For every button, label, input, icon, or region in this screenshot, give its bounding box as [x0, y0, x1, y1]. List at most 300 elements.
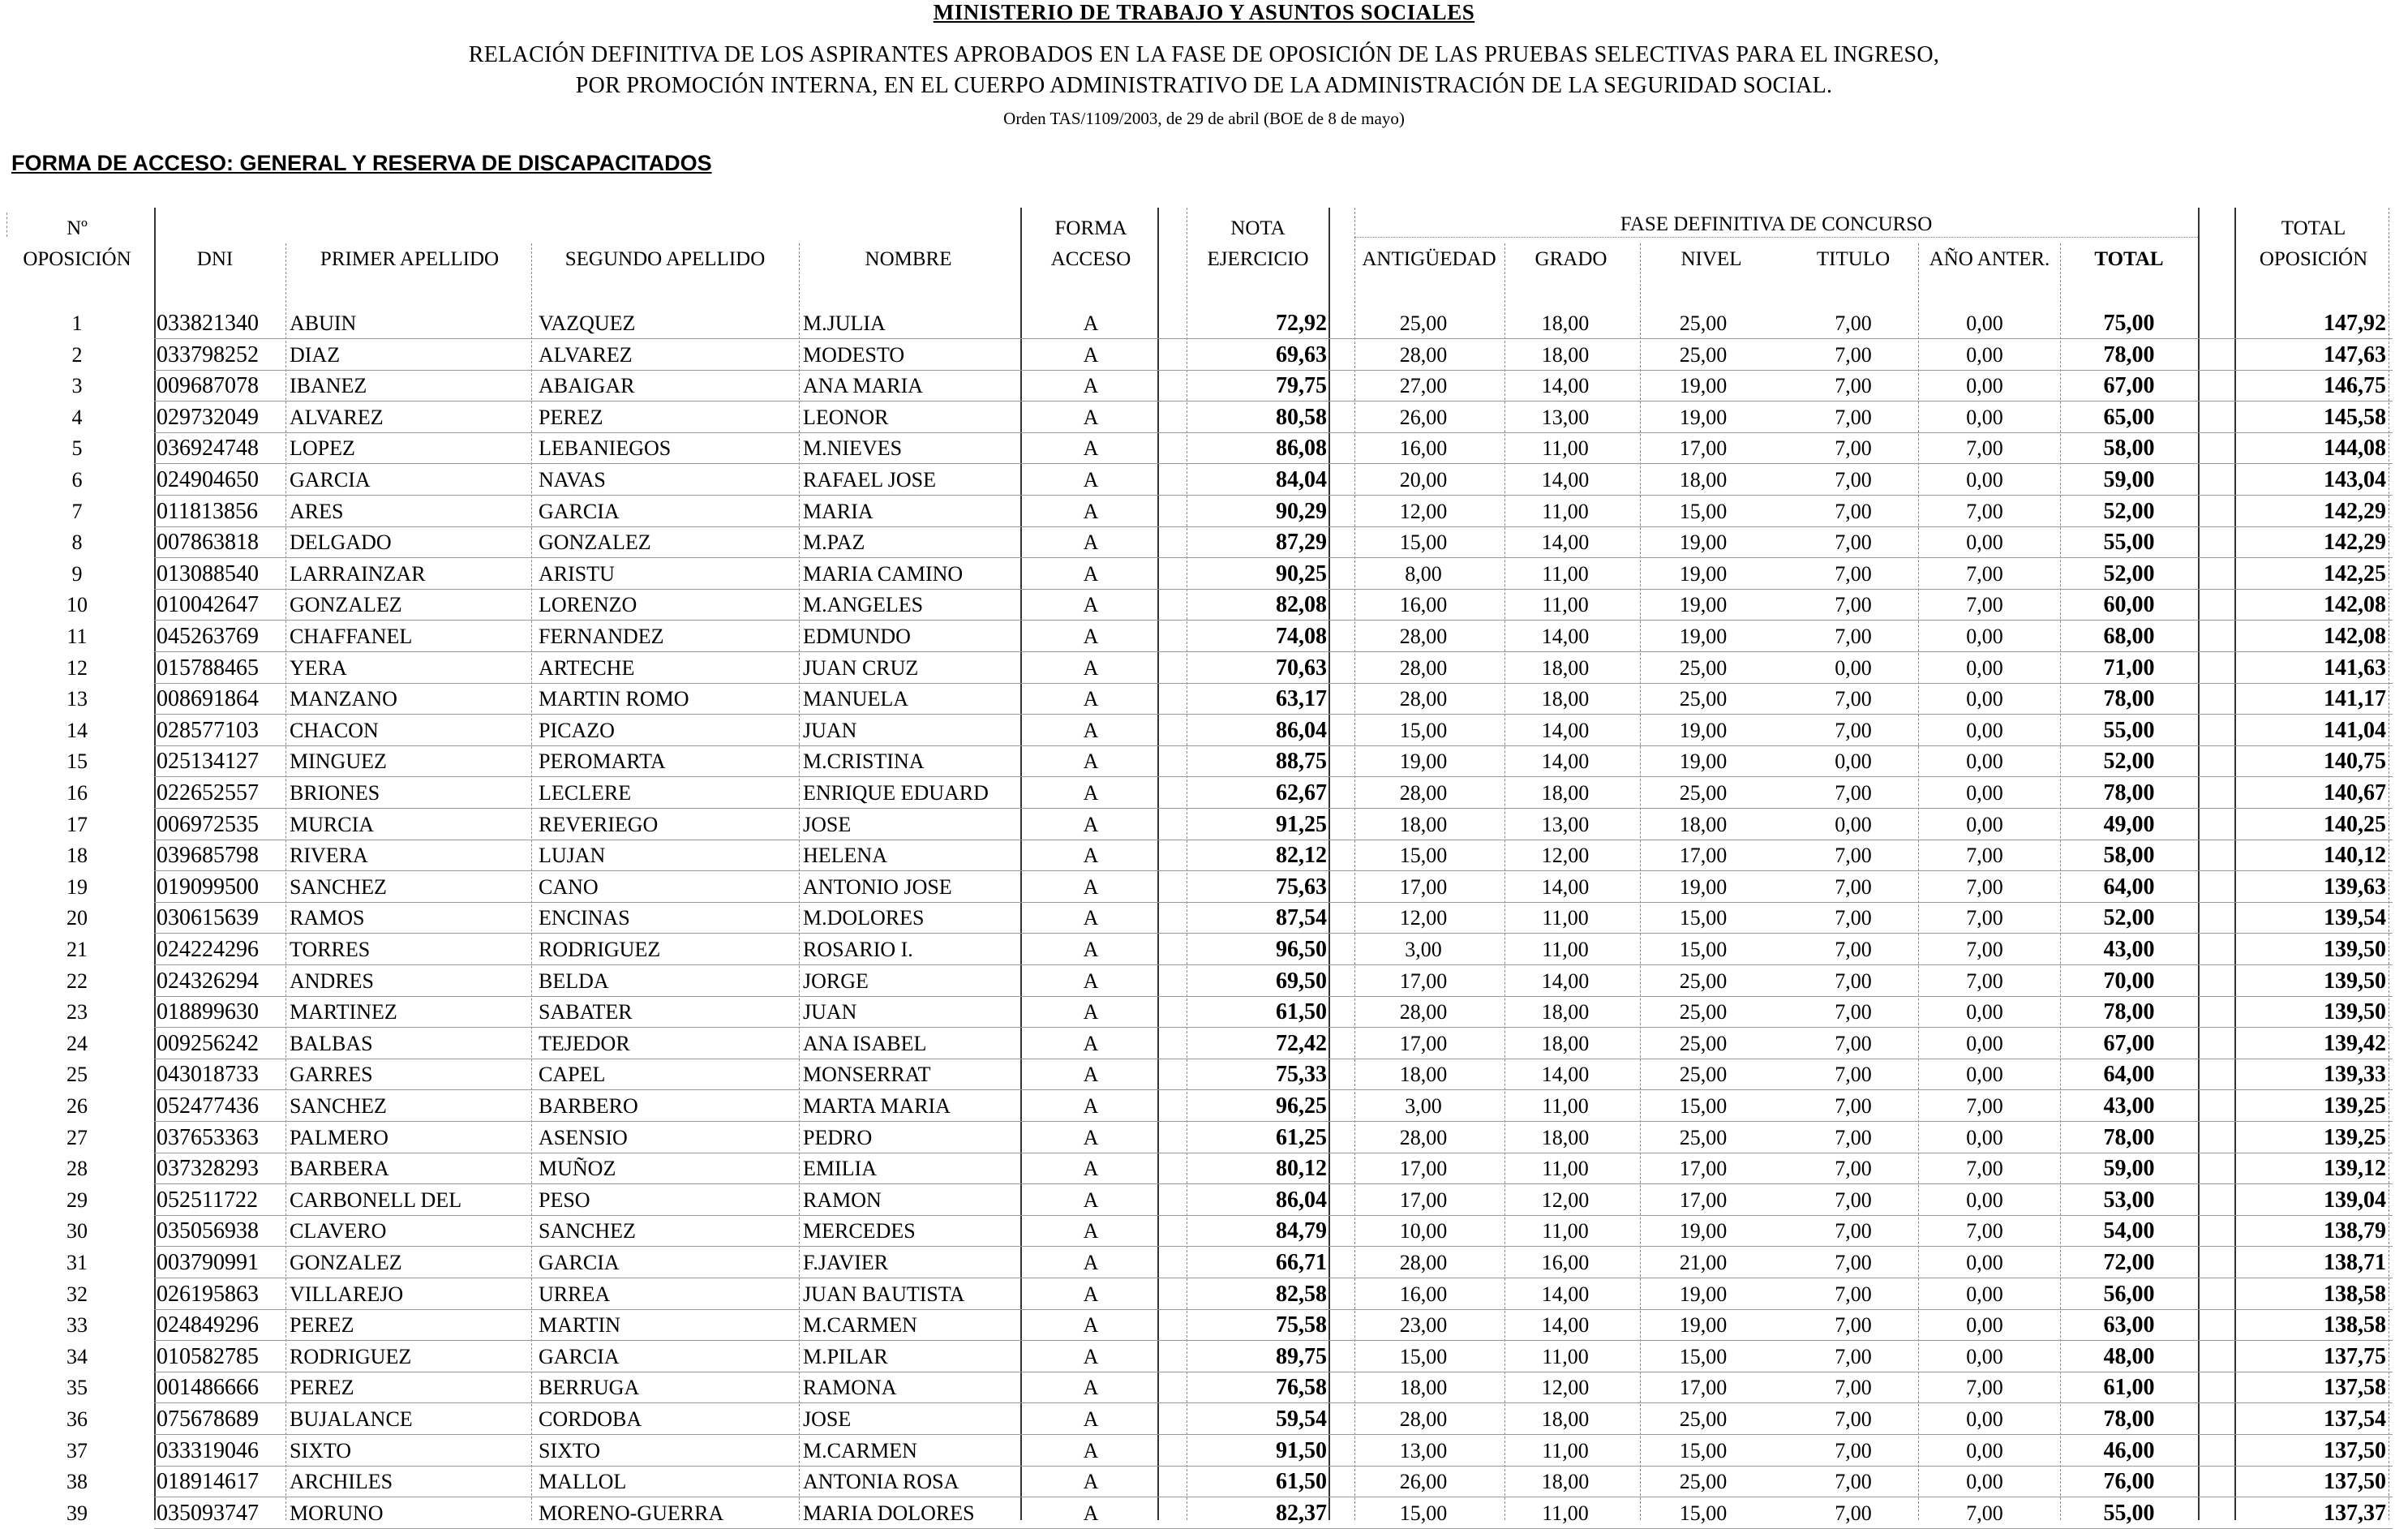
total-oposicion-cell: 139,50 [2324, 968, 2386, 994]
row-number: 21 [67, 938, 88, 961]
primer-apellido-cell: IBANEZ [290, 374, 367, 398]
dni-cell: 001486666 [157, 1375, 259, 1401]
nivel-cell: 19,00 [1679, 874, 1728, 899]
antiguedad-cell: 3,00 [1405, 938, 1442, 961]
nombre-cell: ANA ISABEL [803, 1031, 927, 1055]
row-number: 10 [67, 593, 88, 617]
titulo-cell: 7,00 [1835, 1313, 1872, 1338]
table-row [0, 1153, 2408, 1184]
nombre-cell: M.DOLORES [803, 906, 925, 930]
dni-cell: 026195863 [157, 1281, 259, 1307]
table-row [0, 778, 2408, 809]
table-row [0, 966, 2408, 997]
dni-cell: 006972535 [157, 811, 259, 837]
segundo-apellido-cell: CANO [539, 874, 599, 899]
primer-apellido-cell: BUJALANCE [290, 1407, 413, 1431]
titulo-cell: 7,00 [1835, 1344, 1872, 1368]
primer-apellido-cell: GONZALEZ [290, 593, 402, 617]
total-oposicion-cell: 137,50 [2324, 1469, 2386, 1495]
dni-cell: 009687078 [157, 373, 259, 399]
dni-cell: 045263769 [157, 624, 259, 649]
total-oposicion-cell: 137,54 [2324, 1407, 2386, 1432]
nota-ejercicio-cell: 80,58 [1276, 404, 1327, 430]
grado-cell: 18,00 [1541, 1000, 1590, 1024]
dni-cell: 010042647 [157, 592, 259, 618]
ano-anter-cell: 7,00 [1966, 1376, 2003, 1400]
table-row [0, 527, 2408, 558]
table-row [0, 621, 2408, 652]
nombre-cell: JORGE [803, 969, 869, 993]
document-subtitle-line1: RELACIÓN DEFINITIVA DE LOS ASPIRANTES APROBADOS EN LA FASE DE OPOSICIÓN DE LAS PRUEBAS SELECTIVAS PARA EL INGRESO, [468, 42, 1940, 67]
titulo-cell: 7,00 [1835, 781, 1872, 805]
grado-cell: 14,00 [1541, 1313, 1590, 1338]
nota-ejercicio-cell: 66,71 [1276, 1250, 1327, 1275]
ano-anter-cell: 0,00 [1966, 655, 2003, 680]
row-number: 24 [67, 1031, 88, 1055]
titulo-cell: 7,00 [1835, 561, 1872, 586]
segundo-apellido-cell: BARBERO [539, 1094, 638, 1118]
grado-cell: 18,00 [1541, 781, 1590, 805]
segundo-apellido-cell: BERRUGA [539, 1376, 640, 1400]
header-antiguedad: ANTIGÜEDAD [1362, 248, 1496, 270]
grado-cell: 18,00 [1541, 687, 1590, 711]
nota-ejercicio-cell: 90,25 [1276, 560, 1327, 586]
header-total-concurso: TOTAL [2094, 248, 2164, 270]
header-nombre: NOMBRE [865, 248, 952, 270]
nombre-cell: LEONOR [803, 405, 889, 429]
ano-anter-cell: 0,00 [1966, 1031, 2003, 1055]
header-total-op-top: TOTAL [2281, 217, 2346, 239]
nota-ejercicio-cell: 72,42 [1276, 1030, 1327, 1056]
header-fase-concurso: FASE DEFINITIVA DE CONCURSO [1620, 213, 1933, 235]
dni-cell: 033821340 [157, 311, 259, 336]
table-row [0, 903, 2408, 934]
section-title: FORMA DE ACCESO: GENERAL Y RESERVA DE DISCAPACITADOS [11, 151, 712, 175]
titulo-cell: 7,00 [1835, 969, 1872, 993]
antiguedad-cell: 23,00 [1399, 1313, 1448, 1338]
dni-cell: 019099500 [157, 874, 259, 900]
segundo-apellido-cell: ABAIGAR [539, 374, 635, 398]
row-number: 4 [71, 405, 83, 429]
nota-ejercicio-cell: 86,04 [1276, 717, 1327, 743]
nota-ejercicio-cell: 91,25 [1276, 811, 1327, 837]
total-oposicion-cell: 139,33 [2324, 1062, 2386, 1088]
forma-acceso-cell: A [1083, 405, 1099, 429]
forma-acceso-cell: A [1083, 1282, 1099, 1306]
total-concurso-cell: 78,00 [2103, 1407, 2155, 1432]
antiguedad-cell: 18,00 [1399, 1376, 1448, 1400]
dni-cell: 024904650 [157, 467, 259, 492]
nivel-cell: 17,00 [1679, 1157, 1728, 1181]
segundo-apellido-cell: CORDOBA [539, 1407, 642, 1431]
total-concurso-cell: 75,00 [2103, 311, 2155, 336]
nombre-cell: MANUELA [803, 687, 908, 711]
total-oposicion-cell: 142,25 [2324, 560, 2386, 586]
forma-acceso-cell: A [1083, 687, 1099, 711]
grado-cell: 11,00 [1542, 593, 1589, 617]
total-concurso-cell: 71,00 [2103, 655, 2155, 681]
segundo-apellido-cell: FERNANDEZ [539, 625, 664, 648]
grado-cell: 18,00 [1541, 342, 1590, 367]
nombre-cell: M.PAZ [803, 530, 865, 555]
table-row [0, 1310, 2408, 1341]
primer-apellido-cell: BRIONES [290, 781, 380, 805]
nivel-cell: 19,00 [1679, 561, 1728, 586]
total-concurso-cell: 56,00 [2103, 1281, 2155, 1307]
forma-acceso-cell: A [1083, 593, 1099, 617]
primer-apellido-cell: YERA [290, 655, 347, 680]
forma-acceso-cell: A [1083, 561, 1099, 586]
ano-anter-cell: 0,00 [1966, 1282, 2003, 1306]
total-oposicion-cell: 138,79 [2324, 1218, 2386, 1244]
nombre-cell: MODESTO [803, 342, 905, 367]
segundo-apellido-cell: PESO [539, 1188, 590, 1212]
total-concurso-cell: 68,00 [2103, 624, 2155, 649]
dni-cell: 075678689 [157, 1407, 259, 1432]
total-oposicion-cell: 138,58 [2324, 1312, 2386, 1338]
row-number: 6 [71, 468, 83, 492]
primer-apellido-cell: RODRIGUEZ [290, 1344, 412, 1368]
total-oposicion-cell: 137,37 [2324, 1500, 2386, 1526]
nota-ejercicio-cell: 62,67 [1276, 780, 1327, 805]
primer-apellido-cell: DIAZ [290, 342, 341, 367]
nombre-cell: MARTA MARIA [803, 1094, 951, 1118]
forma-acceso-cell: A [1083, 625, 1099, 648]
grado-cell: 16,00 [1541, 1251, 1590, 1274]
titulo-cell: 0,00 [1835, 812, 1872, 836]
ano-anter-cell: 0,00 [1966, 749, 2003, 774]
row-number: 35 [67, 1376, 88, 1400]
grado-cell: 14,00 [1541, 1282, 1590, 1306]
row-number: 13 [67, 687, 88, 711]
forma-acceso-cell: A [1083, 1376, 1099, 1400]
nivel-cell: 25,00 [1679, 311, 1728, 335]
total-oposicion-cell: 141,17 [2324, 686, 2386, 712]
ano-anter-cell: 0,00 [1966, 1407, 2003, 1431]
primer-apellido-cell: BARBERA [290, 1157, 389, 1181]
grado-cell: 18,00 [1541, 655, 1590, 680]
table-row [0, 371, 2408, 402]
nota-ejercicio-cell: 82,12 [1276, 843, 1327, 869]
ano-anter-cell: 7,00 [1966, 844, 2003, 868]
total-oposicion-cell: 142,29 [2324, 498, 2386, 524]
segundo-apellido-cell: GARCIA [539, 1344, 620, 1368]
nota-ejercicio-cell: 76,58 [1276, 1375, 1327, 1401]
total-concurso-cell: 58,00 [2103, 843, 2155, 869]
dni-cell: 024849296 [157, 1312, 259, 1338]
nivel-cell: 15,00 [1679, 1438, 1728, 1462]
nivel-cell: 17,00 [1679, 1188, 1728, 1212]
primer-apellido-cell: ALVAREZ [290, 405, 384, 429]
grado-cell: 14,00 [1541, 468, 1590, 492]
segundo-apellido-cell: SIXTO [539, 1438, 601, 1462]
grado-cell: 14,00 [1541, 374, 1590, 398]
table-row [0, 496, 2408, 527]
grado-cell: 14,00 [1541, 874, 1590, 899]
titulo-cell: 7,00 [1835, 625, 1872, 648]
row-number: 39 [67, 1501, 88, 1525]
total-concurso-cell: 59,00 [2103, 467, 2155, 492]
ano-anter-cell: 7,00 [1966, 1094, 2003, 1118]
nombre-cell: M.NIEVES [803, 436, 903, 461]
table-row [0, 810, 2408, 840]
ano-anter-cell: 0,00 [1966, 1313, 2003, 1338]
antiguedad-cell: 17,00 [1399, 1157, 1448, 1181]
ano-anter-cell: 7,00 [1966, 1157, 2003, 1181]
antiguedad-cell: 28,00 [1399, 781, 1448, 805]
nota-ejercicio-cell: 72,92 [1276, 311, 1327, 336]
ano-anter-cell: 0,00 [1966, 718, 2003, 742]
header-nota-bottom: EJERCICIO [1207, 248, 1309, 270]
titulo-cell: 7,00 [1835, 468, 1872, 492]
nota-ejercicio-cell: 87,54 [1276, 905, 1327, 931]
table-row [0, 653, 2408, 684]
titulo-cell: 7,00 [1835, 405, 1872, 429]
table-row [0, 934, 2408, 965]
nivel-cell: 25,00 [1679, 1031, 1728, 1055]
primer-apellido-cell: ARCHILES [290, 1470, 393, 1494]
row-number: 25 [67, 1063, 88, 1087]
ano-anter-cell: 7,00 [1966, 593, 2003, 617]
nivel-cell: 25,00 [1679, 1000, 1728, 1024]
nivel-cell: 15,00 [1679, 499, 1728, 523]
table-row [0, 1372, 2408, 1403]
primer-apellido-cell: MANZANO [290, 687, 397, 711]
nombre-cell: PEDRO [803, 1125, 873, 1149]
antiguedad-cell: 28,00 [1399, 1407, 1448, 1431]
header-forma-bottom: ACCESO [1050, 248, 1131, 270]
titulo-cell: 7,00 [1835, 436, 1872, 461]
dni-cell: 033798252 [157, 341, 259, 367]
segundo-apellido-cell: ARISTU [539, 561, 615, 586]
primer-apellido-cell: RAMOS [290, 906, 365, 930]
antiguedad-cell: 15,00 [1399, 1501, 1448, 1525]
antiguedad-cell: 16,00 [1399, 1282, 1448, 1306]
ministry-title: MINISTERIO DE TRABAJO Y ASUNTOS SOCIALES [933, 0, 1475, 24]
segundo-apellido-cell: MUÑOZ [539, 1157, 616, 1181]
titulo-cell: 7,00 [1835, 1000, 1872, 1024]
row-number: 38 [67, 1470, 88, 1494]
titulo-cell: 7,00 [1835, 593, 1872, 617]
total-concurso-cell: 43,00 [2103, 1093, 2155, 1119]
ano-anter-cell: 0,00 [1966, 1125, 2003, 1149]
titulo-cell: 7,00 [1835, 906, 1872, 930]
nota-ejercicio-cell: 84,04 [1276, 467, 1327, 492]
nombre-cell: M.ANGELES [803, 593, 924, 617]
row-number: 5 [71, 436, 83, 461]
antiguedad-cell: 8,00 [1405, 561, 1442, 586]
antiguedad-cell: 15,00 [1399, 844, 1448, 868]
grado-cell: 11,00 [1542, 1157, 1589, 1181]
nota-ejercicio-cell: 90,29 [1276, 498, 1327, 524]
nombre-cell: RAMONA [803, 1376, 897, 1400]
primer-apellido-cell: MORUNO [290, 1501, 384, 1525]
primer-apellido-cell: MURCIA [290, 812, 375, 836]
dni-cell: 015788465 [157, 655, 259, 681]
antiguedad-cell: 27,00 [1399, 374, 1448, 398]
nivel-cell: 25,00 [1679, 781, 1728, 805]
total-concurso-cell: 48,00 [2103, 1343, 2155, 1369]
table-row [0, 746, 2408, 777]
table-row [0, 1467, 2408, 1497]
nivel-cell: 15,00 [1679, 1344, 1728, 1368]
nombre-cell: ANA MARIA [803, 374, 924, 398]
dni-cell: 036924748 [157, 436, 259, 462]
row-number: 11 [67, 625, 88, 648]
segundo-apellido-cell: LEBANIEGOS [539, 436, 672, 461]
total-concurso-cell: 58,00 [2103, 436, 2155, 462]
antiguedad-cell: 16,00 [1399, 436, 1448, 461]
ano-anter-cell: 0,00 [1966, 1188, 2003, 1212]
total-oposicion-cell: 137,58 [2324, 1375, 2386, 1401]
total-concurso-cell: 78,00 [2103, 1124, 2155, 1150]
nivel-cell: 19,00 [1679, 593, 1728, 617]
nombre-cell: M.CARMEN [803, 1313, 917, 1338]
nota-ejercicio-cell: 96,25 [1276, 1093, 1327, 1119]
segundo-apellido-cell: PEREZ [539, 405, 603, 429]
ano-anter-cell: 7,00 [1966, 436, 2003, 461]
row-number: 8 [71, 530, 83, 555]
antiguedad-cell: 18,00 [1399, 812, 1448, 836]
nombre-cell: RAMON [803, 1188, 882, 1212]
total-oposicion-cell: 139,25 [2324, 1124, 2386, 1150]
header-forma-top: FORMA [1054, 217, 1127, 239]
segundo-apellido-cell: GONZALEZ [539, 530, 651, 555]
total-concurso-cell: 59,00 [2103, 1156, 2155, 1182]
row-number: 17 [67, 812, 88, 836]
nivel-cell: 19,00 [1679, 1313, 1728, 1338]
nivel-cell: 25,00 [1679, 655, 1728, 680]
row-number: 7 [71, 499, 83, 523]
table-row [0, 840, 2408, 871]
forma-acceso-cell: A [1083, 1407, 1099, 1431]
table-row [0, 308, 2408, 339]
titulo-cell: 7,00 [1835, 1125, 1872, 1149]
nota-ejercicio-cell: 75,58 [1276, 1312, 1327, 1338]
nivel-cell: 15,00 [1679, 1501, 1728, 1525]
dni-cell: 037328293 [157, 1156, 259, 1182]
antiguedad-cell: 18,00 [1399, 1063, 1448, 1087]
ano-anter-cell: 0,00 [1966, 1344, 2003, 1368]
antiguedad-cell: 12,00 [1399, 499, 1448, 523]
total-concurso-cell: 63,00 [2103, 1312, 2155, 1338]
grado-cell: 11,00 [1542, 906, 1589, 930]
concurso-divider [1354, 237, 2198, 238]
nombre-cell: M.CRISTINA [803, 749, 925, 774]
ano-anter-cell: 0,00 [1966, 468, 2003, 492]
dni-cell: 052511722 [157, 1187, 258, 1213]
primer-apellido-cell: PEREZ [290, 1313, 354, 1338]
total-concurso-cell: 52,00 [2103, 905, 2155, 931]
dni-cell: 003790991 [157, 1250, 259, 1275]
forma-acceso-cell: A [1083, 718, 1099, 742]
forma-acceso-cell: A [1083, 1251, 1099, 1274]
nota-ejercicio-cell: 80,12 [1276, 1156, 1327, 1182]
ano-anter-cell: 0,00 [1966, 530, 2003, 555]
antiguedad-cell: 28,00 [1399, 1251, 1448, 1274]
total-concurso-cell: 67,00 [2103, 373, 2155, 399]
nivel-cell: 19,00 [1679, 749, 1728, 774]
forma-acceso-cell: A [1083, 781, 1099, 805]
total-oposicion-cell: 139,04 [2324, 1187, 2386, 1213]
header-primer-apellido: PRIMER APELLIDO [320, 248, 500, 270]
forma-acceso-cell: A [1083, 468, 1099, 492]
grado-cell: 14,00 [1541, 749, 1590, 774]
dni-cell: 039685798 [157, 843, 259, 869]
segundo-apellido-cell: BELDA [539, 969, 609, 993]
total-concurso-cell: 72,00 [2103, 1250, 2155, 1275]
ano-anter-cell: 7,00 [1966, 874, 2003, 899]
titulo-cell: 7,00 [1835, 1094, 1872, 1118]
total-oposicion-cell: 140,12 [2324, 843, 2386, 869]
grado-cell: 13,00 [1541, 405, 1590, 429]
nombre-cell: M.PILAR [803, 1344, 888, 1368]
grado-cell: 12,00 [1541, 1188, 1590, 1212]
total-concurso-cell: 46,00 [2103, 1437, 2155, 1463]
nota-ejercicio-cell: 63,17 [1276, 686, 1327, 712]
table-row [0, 1091, 2408, 1122]
dni-cell: 013088540 [157, 560, 259, 586]
total-oposicion-cell: 139,54 [2324, 905, 2386, 931]
grado-cell: 11,00 [1542, 561, 1589, 586]
header-num-bottom: OPOSICIÓN [23, 248, 131, 270]
row-number: 36 [67, 1407, 88, 1431]
row-number: 37 [67, 1438, 88, 1462]
row-number: 2 [71, 342, 83, 367]
primer-apellido-cell: LARRAINZAR [290, 561, 426, 586]
primer-apellido-cell: TORRES [290, 938, 371, 961]
header-grado: GRADO [1535, 248, 1607, 270]
nota-ejercicio-cell: 75,63 [1276, 874, 1327, 900]
titulo-cell: 7,00 [1835, 311, 1872, 335]
segundo-apellido-cell: TEJEDOR [539, 1031, 630, 1055]
total-concurso-cell: 70,00 [2103, 968, 2155, 994]
forma-acceso-cell: A [1083, 749, 1099, 774]
ano-anter-cell: 0,00 [1966, 812, 2003, 836]
antiguedad-cell: 10,00 [1399, 1219, 1448, 1243]
nivel-cell: 25,00 [1679, 969, 1728, 993]
row-number: 15 [67, 749, 88, 774]
nota-ejercicio-cell: 75,33 [1276, 1062, 1327, 1088]
nota-ejercicio-cell: 59,54 [1276, 1407, 1327, 1432]
row-number: 31 [67, 1251, 88, 1274]
nota-ejercicio-cell: 82,08 [1276, 592, 1327, 618]
nivel-cell: 19,00 [1679, 625, 1728, 648]
antiguedad-cell: 3,00 [1405, 1094, 1442, 1118]
primer-apellido-cell: SIXTO [290, 1438, 352, 1462]
total-oposicion-cell: 138,71 [2324, 1250, 2386, 1275]
total-oposicion-cell: 147,63 [2324, 341, 2386, 367]
total-oposicion-cell: 140,67 [2324, 780, 2386, 805]
grado-cell: 14,00 [1541, 625, 1590, 648]
antiguedad-cell: 17,00 [1399, 1188, 1448, 1212]
segundo-apellido-cell: URREA [539, 1282, 611, 1306]
primer-apellido-cell: SANCHEZ [290, 874, 387, 899]
forma-acceso-cell: A [1083, 655, 1099, 680]
total-oposicion-cell: 142,08 [2324, 592, 2386, 618]
nivel-cell: 17,00 [1679, 844, 1728, 868]
antiguedad-cell: 20,00 [1399, 468, 1448, 492]
nota-ejercicio-cell: 69,63 [1276, 341, 1327, 367]
ano-anter-cell: 0,00 [1966, 374, 2003, 398]
antiguedad-cell: 17,00 [1399, 874, 1448, 899]
antiguedad-cell: 17,00 [1399, 969, 1448, 993]
titulo-cell: 7,00 [1835, 844, 1872, 868]
titulo-cell: 7,00 [1835, 874, 1872, 899]
grado-cell: 11,00 [1542, 1094, 1589, 1118]
total-concurso-cell: 78,00 [2103, 686, 2155, 712]
primer-apellido-cell: MINGUEZ [290, 749, 387, 774]
